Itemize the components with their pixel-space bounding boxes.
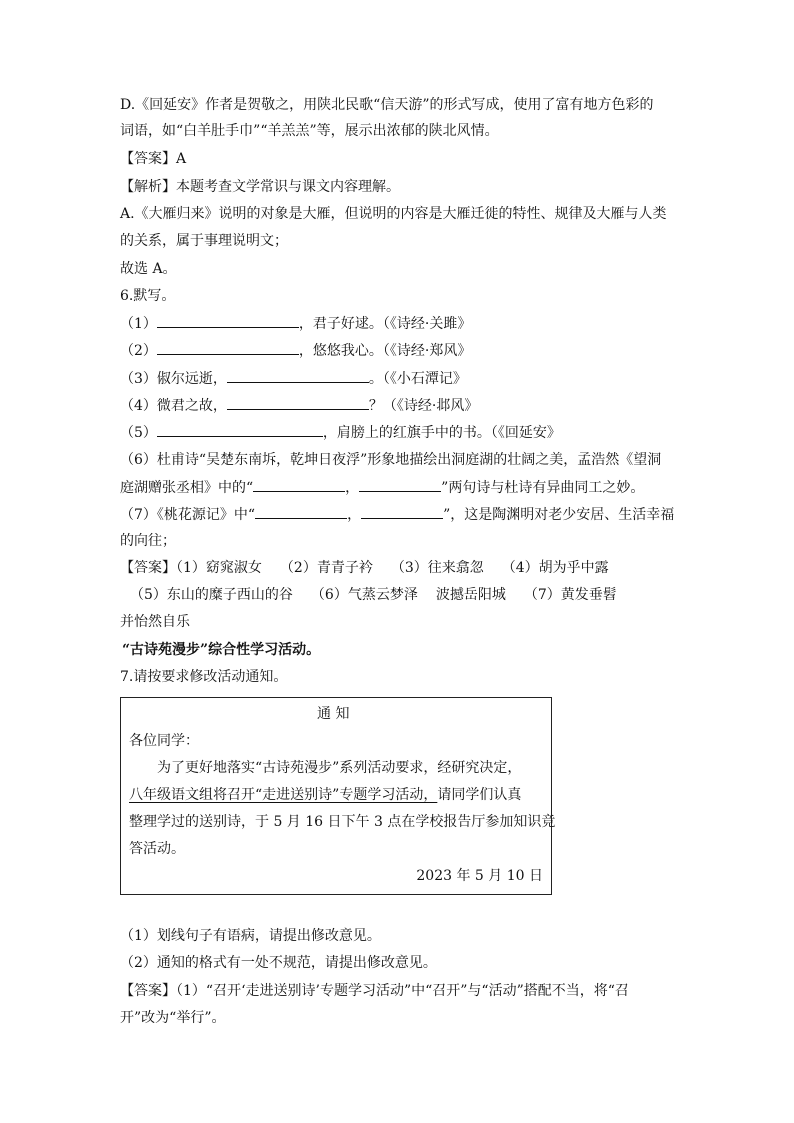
notice-title: 通 知 [317,706,350,722]
fill-blank[interactable] [157,313,299,328]
question-6-title: 6.默写。 [120,288,176,304]
question-6-3: （3）俶尔远逝， 。（《小石潭记》 [120,368,467,388]
notice-box [120,697,556,895]
notice-greeting: 各位同学： [129,733,199,749]
answer-6-line3: 并怡然自乐 [120,614,190,630]
notice-date: 2023 年 5 月 10 日 [416,868,543,884]
notice-para-line2: 八年级语文组将召开“走进送别诗”专题学习活动，请同学们认真 [129,787,522,803]
question-6-1: （1） ，君子好逑。（《诗经·关雎》 [120,313,471,333]
question-6-6-line1: （6）杜甫诗“吴楚东南坼，乾坤日夜浮”形象地描绘出洞庭湖的壮阔之美，孟浩然《望洞 [120,452,662,468]
fill-blank[interactable] [157,340,299,355]
sub-question-2: （2）通知的格式有一处不规范，请提出修改意见。 [120,955,437,971]
notice-para-line3: 整理学过的送别诗，于 5 月 16 日下午 3 点在学校报告厅参加知识竞 [129,814,556,830]
answer-7-line1: 【答案】（1）“召开‘走进送别诗’专题学习活动”中“召开”与“活动”搭配不当，将“召 [120,983,629,999]
question-6-5: （5） ，肩膀上的红旗手中的书。（《回延安》 [120,422,561,442]
answer-7-line2: 开”改为“举行”。 [120,1010,226,1026]
answer-6-line1: 【答案】（1）窈窕淑女 （2）青青子衿 （3）往来翕忽 （4）胡为乎中露 [120,560,609,576]
fill-blank[interactable] [359,477,441,492]
fill-blank[interactable] [227,395,369,410]
section-heading: “古诗苑漫步”综合性学习活动。 [122,642,321,658]
fill-blank[interactable] [361,504,443,519]
question-7-title: 7.请按要求修改活动通知。 [120,669,288,685]
analysis-a-line1: A.《大雁归来》说明的对象是大雁，但说明的内容是大雁迁徙的特性、规律及大雁与人类 [120,206,667,222]
fill-blank[interactable] [227,368,369,383]
question-6-2: （2） ，悠悠我心。（《诗经·郑风》 [120,340,471,360]
question-6-6-line2: 庭湖赠张丞相》中的“ ， ”两句诗与杜诗有异曲同工之妙。 [120,477,644,497]
notice-para-line4: 答活动。 [129,841,185,857]
notice-para-line1: 为了更好地落实“古诗苑漫步”系列活动要求，经研究决定， [157,760,522,776]
fill-blank[interactable] [255,504,347,519]
option-d-line2: 词语，如“白羊肚手巾”“羊羔羔”等，展示出浓郁的陕北风情。 [120,123,499,139]
analysis-a-line2: 的关系，属于事理说明文； [120,233,288,249]
question-6-7-line2: 的向往； [120,533,176,549]
question-6-4: （4）微君之故， ？（《诗经·邶风》 [120,395,478,415]
fill-blank[interactable] [157,422,323,437]
underlined-sentence: 八年级语文组将召开“走进送别诗”专题学习活动， [129,787,438,803]
option-d-line1: D.《回延安》作者是贺敬之，用陕北民歌“信天游”的形式写成，使用了富有地方色彩的 [120,97,654,113]
choice-a: 故选 A。 [120,261,177,277]
answer-5: 【答案】A [120,151,187,167]
sub-question-1: （1）划线句子有语病，请提出修改意见。 [120,928,381,944]
answer-6-line2: （5）东山的糜子西山的谷 （6）气蒸云梦泽 波撼岳阳城 （7）黄发垂髫 [130,587,617,603]
fill-blank[interactable] [253,477,345,492]
question-6-7-line1: （7）《桃花源记》中“ ， ”，这是陶渊明对老少安居、生活幸福 [120,504,674,524]
analysis-5: 【解析】本题考查文学常识与课文内容理解。 [120,179,400,195]
